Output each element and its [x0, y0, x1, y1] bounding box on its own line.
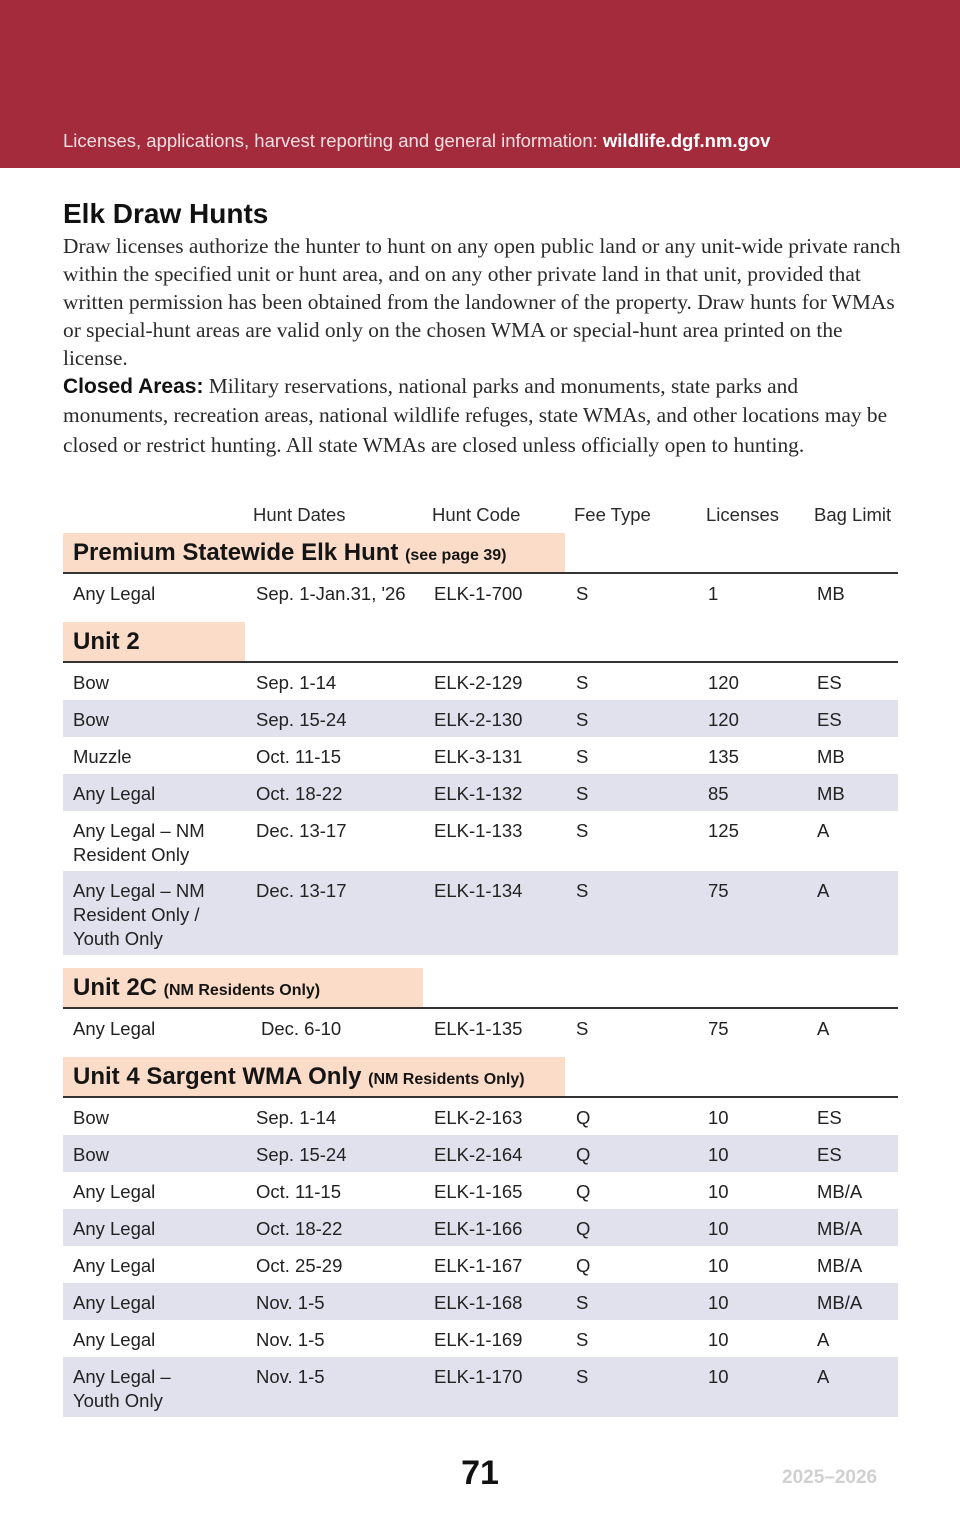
- section-header: [63, 1057, 565, 1097]
- bag-limit-cell: MB: [817, 783, 845, 804]
- fee-type-cell: S: [576, 1366, 589, 1387]
- hunt-code-cell: ELK-2-164: [434, 1144, 523, 1165]
- fee-type-cell: S: [576, 746, 589, 767]
- section-header: [63, 622, 245, 662]
- section-title: [73, 539, 506, 567]
- fee-type-cell: Q: [576, 1107, 591, 1128]
- bag-limit-cell: A: [817, 880, 830, 901]
- header-info: [63, 130, 770, 152]
- section-title-text: Premium Statewide Elk Hunt: [73, 539, 399, 566]
- hunt-code-cell: ELK-1-167: [434, 1255, 523, 1276]
- table-row: [63, 1357, 898, 1417]
- licenses-cell: 10: [708, 1255, 729, 1276]
- bag-limit-cell: MB/A: [817, 1255, 863, 1276]
- column-header-code: Hunt Code: [432, 504, 521, 525]
- hunt-type-cell: Any Legal – NM Resident Only / Youth Only: [73, 880, 205, 949]
- licenses-cell: 75: [708, 880, 729, 901]
- bag-limit-cell: ES: [817, 1144, 842, 1165]
- hunt-code-cell: ELK-1-165: [434, 1181, 523, 1202]
- section-header: [63, 533, 565, 573]
- bag-limit-cell: ES: [817, 1107, 842, 1128]
- licenses-cell: 120: [708, 672, 739, 693]
- website-link[interactable]: wildlife.dgf.nm.gov: [602, 130, 771, 151]
- hunt-code-cell: ELK-1-169: [434, 1329, 523, 1350]
- hunt-type-cell: Any Legal: [73, 1181, 156, 1202]
- section-header: [63, 968, 423, 1008]
- hunt-dates-cell: Nov. 1-5: [256, 1292, 325, 1313]
- table-row: [63, 1098, 898, 1135]
- table-row: [63, 1283, 898, 1320]
- hunt-code-cell: ELK-1-132: [434, 783, 523, 804]
- hunt-code-cell: ELK-2-129: [434, 672, 523, 693]
- table-row: [63, 1246, 898, 1283]
- hunt-type-cell: Muzzle: [73, 746, 132, 767]
- intro-paragraph: Draw licenses authorize the hunter to hunt on any open public land or any unit-wide private ranch within the specified unit or hunt area, and on any other private land in that unit, provided that written permission has been obtained from the landowner of the property. Draw hunts for WMAs or special-hunt areas are valid only on the chosen WMA or special-hunt area printed on the license.: [63, 234, 901, 370]
- hunt-dates-cell: Oct. 11-15: [256, 746, 342, 767]
- section-note: (see page 39): [405, 547, 507, 564]
- table-row: [63, 663, 898, 700]
- bag-limit-cell: A: [817, 1366, 830, 1387]
- hunt-type-cell: Any Legal: [73, 1329, 156, 1350]
- bag-limit-cell: MB: [817, 746, 845, 767]
- hunt-dates-cell: Dec. 13-17: [256, 820, 347, 841]
- hunt-type-cell: Any Legal: [73, 783, 156, 804]
- fee-type-cell: S: [576, 1329, 589, 1350]
- fee-type-cell: S: [576, 820, 589, 841]
- fee-type-cell: S: [576, 1292, 589, 1313]
- table-row: [63, 574, 898, 611]
- hunt-dates-cell: Nov. 1-5: [256, 1329, 325, 1350]
- hunt-type-cell: Bow: [73, 1144, 109, 1165]
- bag-limit-cell: MB: [817, 583, 845, 604]
- hunt-dates-cell: Oct. 18-22: [256, 783, 343, 804]
- bag-limit-cell: MB/A: [817, 1181, 863, 1202]
- hunt-type-cell: Any Legal: [73, 1292, 156, 1313]
- fee-type-cell: S: [576, 709, 589, 730]
- hunt-dates-cell: Sep. 1-Jan.31, '26: [256, 583, 406, 604]
- bag-limit-cell: MB/A: [817, 1292, 863, 1313]
- closed-areas-label: Closed Areas:: [63, 375, 204, 398]
- hunt-code-cell: ELK-1-166: [434, 1218, 523, 1239]
- fee-type-cell: S: [576, 1018, 589, 1039]
- column-header-fee: Fee Type: [574, 504, 651, 525]
- hunt-dates-cell: Oct. 18-22: [256, 1218, 343, 1239]
- section-title-text: Unit 4 Sargent WMA Only: [73, 1063, 362, 1090]
- header-info-text: Licenses, applications, harvest reporting and general information:: [63, 130, 603, 151]
- fee-type-cell: Q: [576, 1181, 591, 1202]
- closed-areas-text: Military reservations, national parks and monuments, state parks and monuments, recreation areas, national wildlife refuges, state WMAs, and other locations may be closed or restrict hunting. All state WMAs are closed unless officially open to hunting.: [63, 374, 888, 457]
- table-row: [63, 811, 898, 871]
- fee-type-cell: S: [576, 672, 589, 693]
- hunt-type-cell: Any Legal: [73, 583, 156, 604]
- fee-type-cell: S: [576, 783, 589, 804]
- hunt-type-cell: Any Legal – NM Resident Only: [73, 820, 205, 865]
- page-number: 71: [461, 1454, 499, 1492]
- column-header-licenses: Licenses: [706, 504, 780, 525]
- hunt-code-cell: ELK-1-168: [434, 1292, 523, 1313]
- hunt-dates-cell: Sep. 1-14: [256, 1107, 337, 1128]
- section-note: (NM Residents Only): [163, 982, 321, 999]
- table-row: [63, 774, 898, 811]
- fee-type-cell: Q: [576, 1218, 591, 1239]
- table-row: [63, 1135, 898, 1172]
- licenses-cell: 10: [708, 1144, 729, 1165]
- page-title: Elk Draw Hunts: [63, 198, 269, 229]
- fee-type-cell: S: [576, 880, 589, 901]
- bag-limit-cell: A: [817, 820, 830, 841]
- hunt-dates-cell: Sep. 15-24: [256, 1144, 347, 1165]
- hunt-code-cell: ELK-2-130: [434, 709, 523, 730]
- hunt-code-cell: ELK-2-163: [434, 1107, 523, 1128]
- hunt-dates-cell: Dec. 6-10: [261, 1018, 342, 1039]
- fee-type-cell: Q: [576, 1255, 591, 1276]
- table-row: [63, 737, 898, 774]
- licenses-cell: 10: [708, 1181, 729, 1202]
- column-header-dates: Hunt Dates: [253, 504, 346, 525]
- licenses-cell: 10: [708, 1218, 729, 1239]
- hunt-code-cell: ELK-1-134: [434, 880, 523, 901]
- bag-limit-cell: MB/A: [817, 1218, 863, 1239]
- hunt-type-cell: Any Legal: [73, 1218, 156, 1239]
- hunt-type-cell: Bow: [73, 672, 109, 693]
- section-title: [73, 1063, 525, 1091]
- column-header-bag: Bag Limit: [814, 504, 892, 525]
- bag-limit-cell: ES: [817, 672, 842, 693]
- table-row: [63, 700, 898, 737]
- licenses-cell: 120: [708, 709, 739, 730]
- hunt-code-cell: ELK-1-135: [434, 1018, 523, 1039]
- hunt-type-cell: Any Legal: [73, 1018, 156, 1039]
- licenses-cell: 85: [708, 783, 729, 804]
- hunt-type-cell: Any Legal – Youth Only: [73, 1366, 171, 1411]
- hunt-code-cell: ELK-1-170: [434, 1366, 523, 1387]
- licenses-cell: 10: [708, 1107, 729, 1128]
- table-row: [63, 1209, 898, 1246]
- hunt-type-cell: Bow: [73, 1107, 109, 1128]
- licenses-cell: 10: [708, 1329, 729, 1350]
- hunt-type-cell: Bow: [73, 709, 109, 730]
- licenses-cell: 1: [708, 583, 719, 604]
- hunt-dates-cell: Oct. 11-15: [256, 1181, 342, 1202]
- closed-areas-paragraph: [63, 372, 903, 460]
- hunt-dates-cell: Sep. 1-14: [256, 672, 337, 693]
- hunt-dates-cell: Dec. 13-17: [256, 880, 347, 901]
- licenses-cell: 75: [708, 1018, 729, 1039]
- section-title: [73, 974, 320, 1002]
- hunt-type-cell: Any Legal: [73, 1255, 156, 1276]
- hunt-dates-cell: Oct. 25-29: [256, 1255, 343, 1276]
- bag-limit-cell: A: [817, 1329, 830, 1350]
- licenses-cell: 10: [708, 1366, 729, 1387]
- licenses-cell: 135: [708, 746, 739, 767]
- table-row: [63, 1009, 898, 1046]
- hunt-dates-cell: Nov. 1-5: [256, 1366, 325, 1387]
- table-row: [63, 871, 898, 955]
- table-row: [63, 1320, 898, 1357]
- bag-limit-cell: ES: [817, 709, 842, 730]
- section-title: [73, 628, 140, 656]
- fee-type-cell: Q: [576, 1144, 591, 1165]
- season-year: 2025–2026: [782, 1467, 878, 1488]
- licenses-cell: 10: [708, 1292, 729, 1313]
- fee-type-cell: S: [576, 583, 589, 604]
- hunt-code-cell: ELK-1-700: [434, 583, 523, 604]
- section-note: (NM Residents Only): [368, 1071, 525, 1088]
- bag-limit-cell: A: [817, 1018, 830, 1039]
- section-title-text: Unit 2: [73, 628, 140, 655]
- hunt-code-cell: ELK-1-133: [434, 820, 523, 841]
- hunt-dates-cell: Sep. 15-24: [256, 709, 347, 730]
- section-title-text: Unit 2C: [73, 974, 157, 1001]
- licenses-cell: 125: [708, 820, 739, 841]
- table-row: [63, 1172, 898, 1209]
- hunt-code-cell: ELK-3-131: [434, 746, 523, 767]
- header-banner: [0, 0, 960, 168]
